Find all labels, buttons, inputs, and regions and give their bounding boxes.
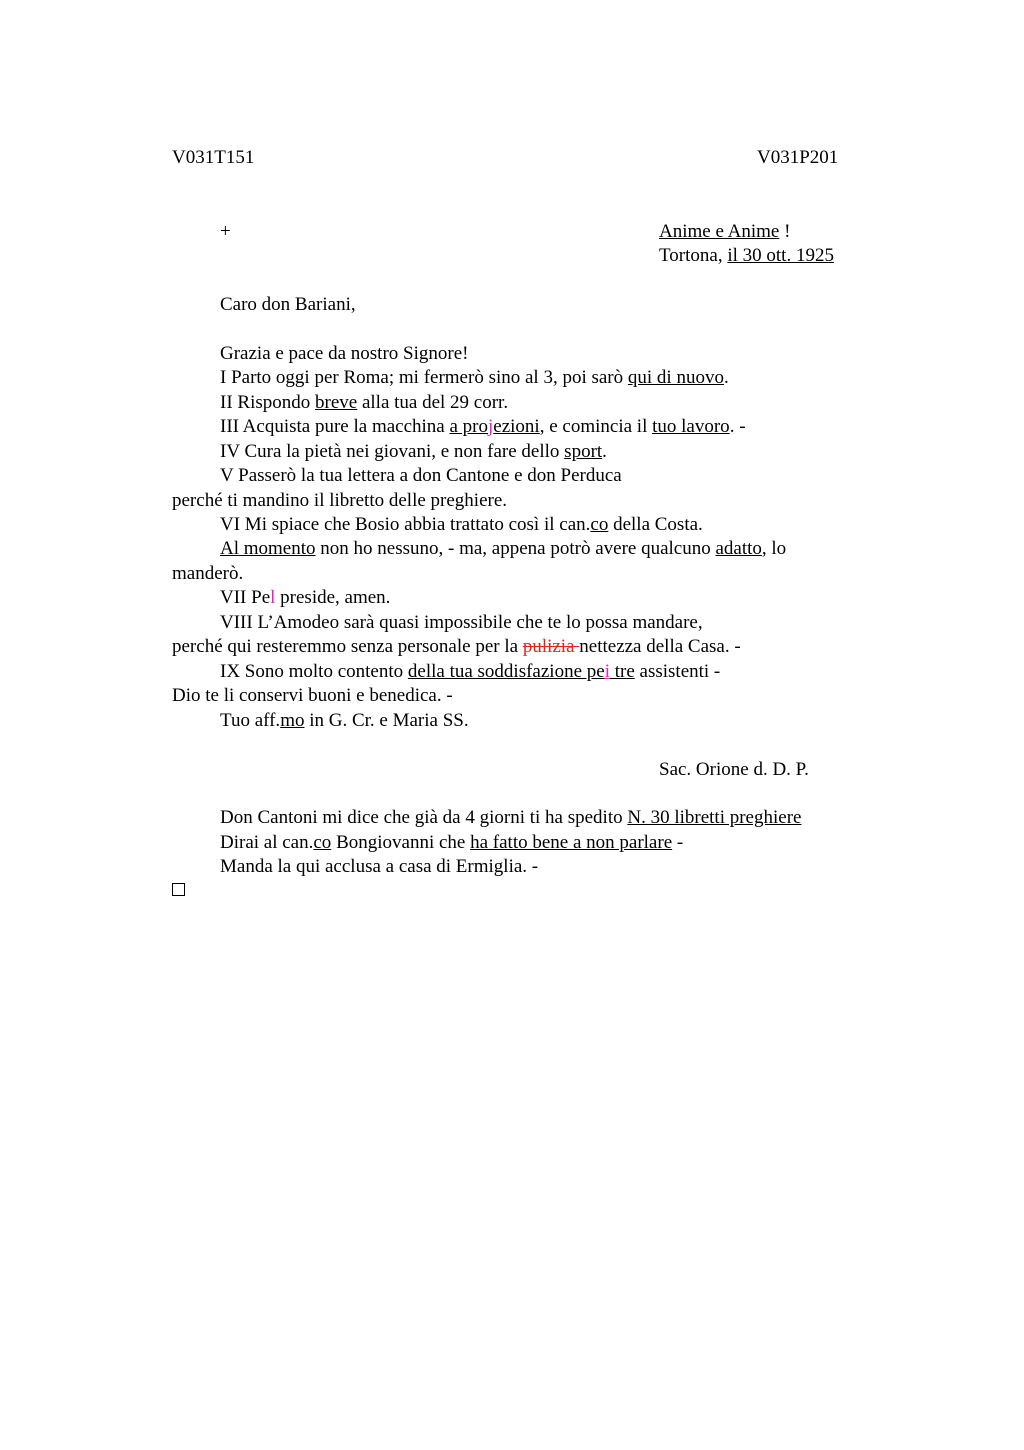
salutation: Caro don Bariani, <box>220 294 356 315</box>
p6-underlined: co <box>590 514 609 535</box>
p6-end: della Costa. <box>608 514 703 535</box>
p2-end: alla tua del 29 corr. <box>357 392 509 413</box>
end-of-document-square <box>172 883 185 896</box>
paragraph-vii <box>220 586 390 610</box>
ps2-underlined-1: co <box>313 832 332 853</box>
p7-text: VII Pe <box>220 587 271 608</box>
paragraph-i <box>220 366 729 390</box>
p1-underlined: qui di nuovo <box>627 367 724 388</box>
ps2-end: - <box>672 832 684 853</box>
place: Tortona, <box>659 245 728 266</box>
p2-underlined: breve <box>315 392 358 413</box>
p3-underlined-1: a pro <box>449 416 488 437</box>
closing-text: Tuo aff. <box>220 710 281 731</box>
p6c-end: , lo <box>761 538 787 559</box>
p3-text: III Acquista pure la macchina <box>220 416 450 437</box>
header-left-code: V031T151 <box>172 147 255 168</box>
postscript-2 <box>220 831 683 855</box>
ps2-middle: Bongiovanni che <box>331 832 471 853</box>
cross-mark: + <box>220 221 231 242</box>
p6c-underlined-1: Al momento <box>220 538 316 559</box>
p1-text: I Parto oggi per Roma; mi fermerò sino al 3, poi sarò <box>220 367 628 388</box>
paragraph-viii-continued <box>172 635 741 659</box>
p4-end: . <box>602 441 607 462</box>
p6-text: VI Mi spiace che Bosio abbia trattato così il can. <box>220 514 591 535</box>
p9-text: IX Sono molto contento <box>220 661 408 682</box>
date: il 30 ott. 1925 <box>727 245 834 266</box>
p9-underlined-2: tre <box>609 661 635 682</box>
motto-end: ! <box>779 221 791 242</box>
p3-insertion: j <box>488 416 494 437</box>
closing-end: in G. Cr. e Maria SS. <box>304 710 469 731</box>
p3-underlined-3: tuo lavoro <box>652 416 730 437</box>
paragraph-vi-second <box>220 537 786 561</box>
p9-insertion: i <box>604 661 610 682</box>
ps2-text: Dirai al can. <box>220 832 314 853</box>
p7-insertion: l <box>270 587 276 608</box>
paragraph-ix <box>220 660 720 684</box>
paragraph-viii: VIII L’Amodeo sarà quasi impossibile che te lo possa mandare, <box>220 612 703 633</box>
closing <box>220 709 469 733</box>
paragraph-vi-continued: manderò. <box>172 563 244 584</box>
p8-deletion: pulizia <box>522 636 580 657</box>
p4-text: IV Cura la pietà nei giovani, e non fare dello <box>220 441 565 462</box>
p6c-underlined-2: adatto <box>715 538 762 559</box>
postscript-3: Manda la qui acclusa a casa di Ermiglia. - <box>220 856 539 877</box>
p2-text: II Rispondo <box>220 392 315 413</box>
postscript-1 <box>220 806 801 830</box>
p4-underlined: sport <box>564 441 603 462</box>
closing-underlined: mo <box>280 710 305 731</box>
header-right-code: V031P201 <box>757 147 839 168</box>
p9-underlined-1: della tua soddisfazione pe <box>407 661 605 682</box>
p3-end: . - <box>729 416 746 437</box>
paragraph-v: V Passerò la tua lettera a don Cantone e don Perduca <box>220 465 622 486</box>
greeting: Grazia e pace da nostro Signore! <box>220 343 469 364</box>
paragraph-ix-continued: Dio te li conservi buoni e benedica. - <box>172 685 453 706</box>
p8-end: nettezza della Casa. - <box>579 636 741 657</box>
p6c-text: non ho nessuno, - ma, appena potrò avere qualcuno <box>315 538 716 559</box>
p1-end: . <box>723 367 729 388</box>
paragraph-iv <box>220 440 607 464</box>
motto <box>659 220 790 244</box>
p7-end: preside, amen. <box>275 587 391 608</box>
p3-middle: , e comincia il <box>539 416 653 437</box>
place-date <box>659 244 834 268</box>
motto-text: Anime e Anime <box>659 221 780 242</box>
ps2-underlined-2: ha fatto bene a non parlare <box>470 832 673 853</box>
paragraph-ii <box>220 391 508 415</box>
signature: Sac. Orione d. D. P. <box>659 759 809 780</box>
p9-end: assistenti - <box>634 661 721 682</box>
paragraph-v-continued: perché ti mandino il libretto delle preghiere. <box>172 490 508 511</box>
paragraph-iii <box>220 415 746 439</box>
paragraph-vi <box>220 513 703 537</box>
ps1-underlined: N. 30 libretti preghiere <box>627 807 802 828</box>
p8-text: perché qui resteremmo senza personale per la <box>172 636 523 657</box>
ps1-text: Don Cantoni mi dice che già da 4 giorni ti ha spedito <box>220 807 628 828</box>
p3-underlined-2: ezioni <box>493 416 540 437</box>
